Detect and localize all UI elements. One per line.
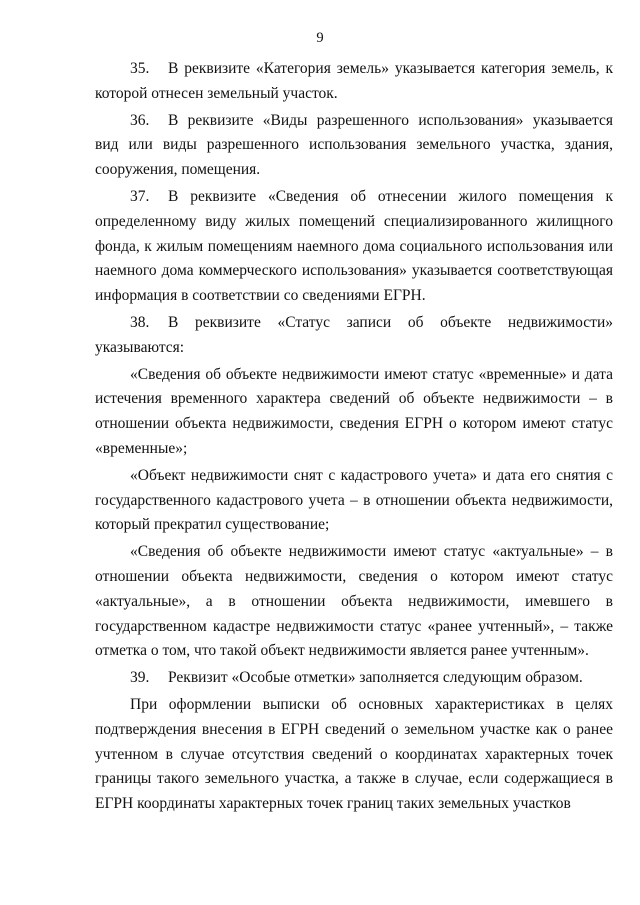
paragraph-text: При оформлении выписки об основных характеристиках в целях подтверждения внесения в ЕГРН сведений о земельном участке как о ранее учтенном в случае отсутствия сведений о координатах характерных точек границы такого земельного участка, а также в случае, если содержащиеся в ЕГРН координаты характерных точек границ таких земельных участков	[95, 695, 613, 813]
paragraph-special-notes	[95, 693, 613, 817]
paragraph-text: В реквизите «Категория земель» указывается категория земель, к которой отнесен земельный участок.	[95, 60, 613, 102]
paragraph-36	[95, 109, 613, 183]
paragraph-text: «Объект недвижимости снят с кадастрового учета» и дата его снятия с государственного кадастрового учета – в отношении объекта недвижимости, который прекратил существование;	[95, 466, 613, 534]
paragraph-38	[95, 311, 613, 361]
paragraph-text: «Сведения об объекте недвижимости имеют статус «временные» и дата истечения временного характера сведений об объекте недвижимости – в отношении объекта недвижимости, сведения ЕГРН о котором имеют статус «временные»;	[95, 365, 613, 457]
paragraph-number: 35.	[130, 60, 150, 77]
paragraph-text: Реквизит «Особые отметки» заполняется следующим образом.	[168, 669, 583, 687]
paragraph-text: В реквизите «Виды разрешенного использования» указывается вид или виды разрешенного использования земельного участка, здания, сооружения, помещения.	[95, 111, 613, 179]
paragraph-number: 38.	[130, 313, 150, 331]
paragraph-number: 39.	[130, 669, 150, 687]
document-body	[95, 57, 613, 819]
paragraph-status-temporary	[95, 363, 613, 462]
paragraph-status-removed	[95, 464, 613, 538]
paragraph-number: 36.	[130, 111, 150, 129]
paragraph-text: В реквизите «Сведения об отнесении жилого помещения к определенному виду жилых помещений специализированного жилищного фонда, к жилым помещениям наемного дома социального использования или наемного дома коммерческого использования» указывается соответствующая информация в соответствии со сведениями ЕГРН.	[95, 187, 613, 305]
paragraph-35	[95, 57, 613, 107]
paragraph-37	[95, 185, 613, 309]
paragraph-number: 37.	[130, 187, 150, 205]
page-number: 9	[316, 30, 324, 46]
paragraph-39	[95, 666, 613, 691]
paragraph-text: «Сведения об объекте недвижимости имеют статус «актуальные» – в отношении объекта недвижимости, сведения о котором имеют статус «актуальные», а в отношении объекта недвижимости, имевшего в государственном кадастре недвижимости статус «ранее учтенный», – также отметка о том, что такой объект недвижимости является ранее учтенным».	[95, 543, 613, 660]
paragraph-status-actual	[95, 540, 613, 664]
paragraph-text: В реквизите «Статус записи об объекте недвижимости» указываются:	[95, 313, 613, 356]
